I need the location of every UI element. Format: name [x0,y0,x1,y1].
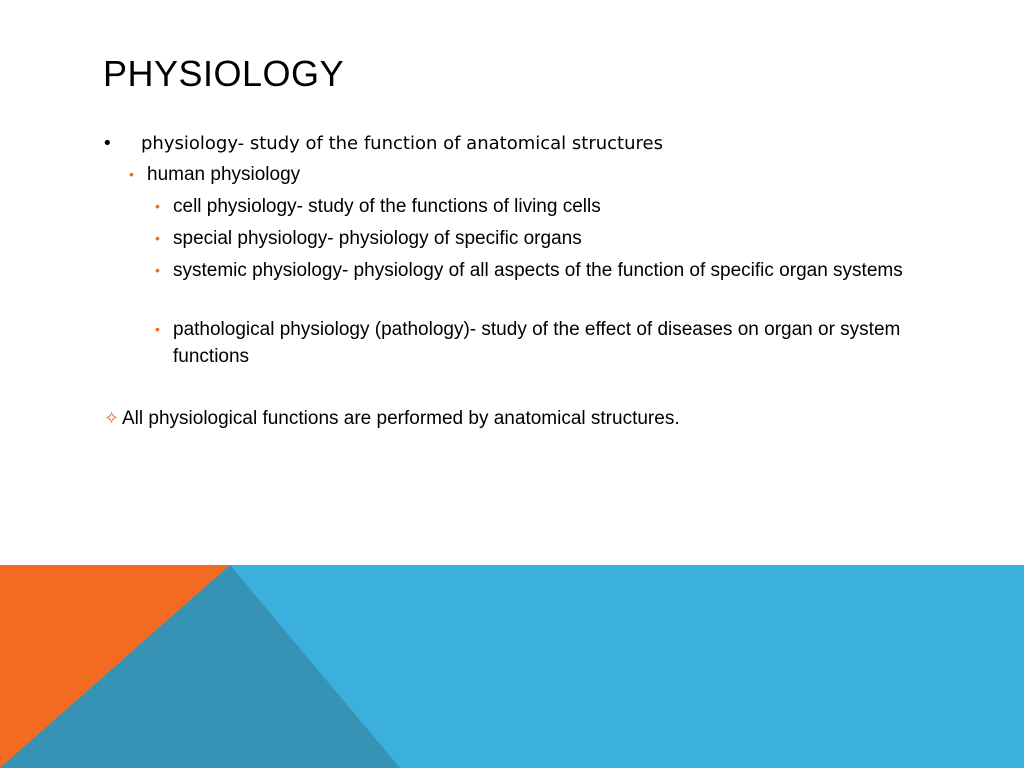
bullet-text: pathological physiology (pathology)- study of the effect of diseases on organ or system functions [173,319,901,367]
bullet-marker: • [102,133,113,154]
star-bullet-icon: ✧ [104,408,120,428]
bullet-level-3 [155,257,925,284]
bullet-text: systemic physiology- physiology of all aspects of the function of specific organ systems [173,260,903,281]
decorative-footer-shapes [0,565,1024,768]
note-text: All physiological functions are performed by anatomical structures. [122,408,680,429]
bullet-level-2 [129,161,929,188]
note-row [104,405,924,432]
bullet-level-3 [155,225,925,252]
slide-title: PHYSIOLOGY [103,53,345,94]
bullet-level-3 [155,316,925,370]
bullet-level-1 [102,130,922,157]
bullet-marker: • [155,262,160,278]
bullet-text: human physiology [147,164,301,185]
bullet-text: physiology- study of the function of anatomical structures [141,133,663,154]
bullet-marker: • [155,198,160,214]
bullet-level-3 [155,193,925,220]
bullet-text: cell physiology- study of the functions of living cells [173,196,601,217]
bullet-marker: • [155,321,160,337]
bullet-text: special physiology- physiology of specific organs [173,228,582,249]
bullet-marker: • [129,166,134,182]
bullet-marker: • [155,230,160,246]
